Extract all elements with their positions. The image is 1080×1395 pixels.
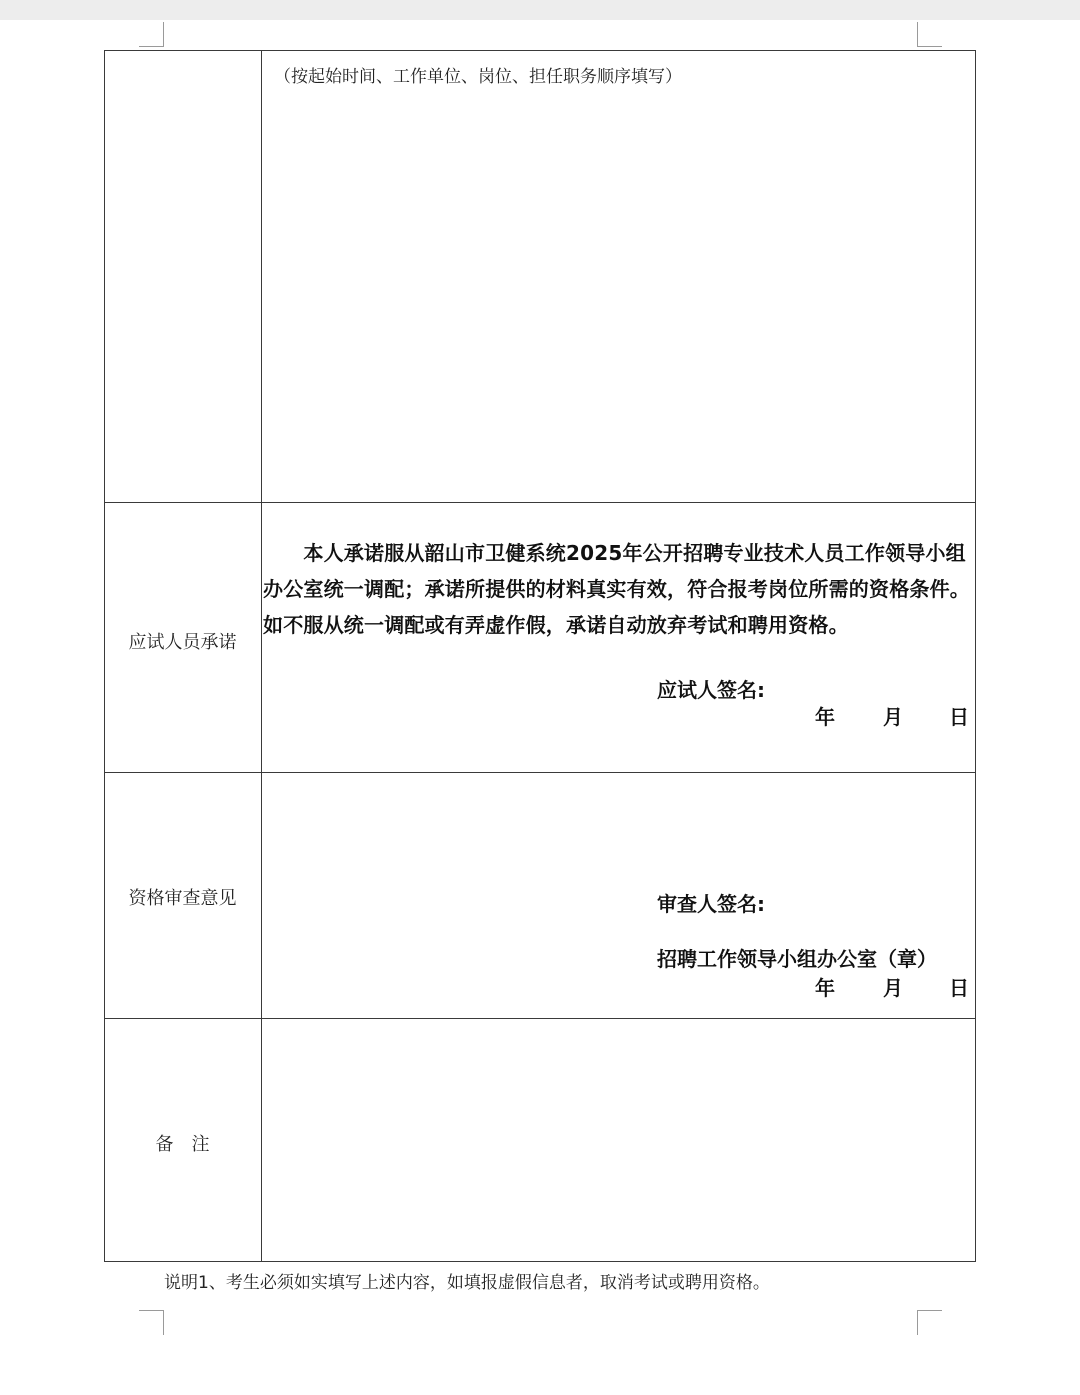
office-seal-label: 招聘工作领导小组办公室（章） bbox=[657, 947, 937, 971]
candidate-signature-label: 应试人签名: bbox=[657, 678, 765, 702]
review-date-year: 年 bbox=[815, 976, 835, 1000]
table-border-right bbox=[975, 50, 976, 1262]
review-date-day: 日 bbox=[949, 976, 969, 1000]
pledge-date-day: 日 bbox=[949, 705, 969, 729]
work-history-hint: （按起始时间、工作单位、岗位、担任职务顺序填写） bbox=[274, 67, 682, 87]
table-row-divider bbox=[104, 1018, 976, 1019]
footer-note: 说明1、考生必须如实填写上述内容，如填报虚假信息者，取消考试或聘用资格。 bbox=[164, 1273, 770, 1293]
table-border-bottom bbox=[104, 1261, 976, 1262]
remarks-row-label: 备 注 bbox=[155, 1134, 210, 1155]
table-column-divider bbox=[261, 50, 262, 1262]
page-corner-mark-bottom-left bbox=[139, 1310, 164, 1335]
table-row-divider bbox=[104, 502, 976, 503]
reviewer-signature-label: 审查人签名: bbox=[657, 892, 765, 916]
page-corner-mark-top-right bbox=[917, 22, 942, 47]
pledge-date-year: 年 bbox=[815, 705, 835, 729]
table-row-divider bbox=[104, 772, 976, 773]
table-border-top bbox=[104, 50, 976, 51]
review-date-month: 月 bbox=[883, 976, 903, 1000]
pledge-text bbox=[263, 535, 975, 643]
table-border-left bbox=[104, 50, 105, 1262]
review-row-label: 资格审查意见 bbox=[128, 888, 237, 909]
pledge-date-month: 月 bbox=[883, 705, 903, 729]
registration-form-table bbox=[104, 50, 976, 1262]
pledge-row-label: 应试人员承诺 bbox=[128, 632, 237, 653]
pledge-paragraph: 本人承诺服从韶山市卫健系统2025年公开招聘专业技术人员工作领导小组办公室统一调配；承诺所提供的材料真实有效，符合报考岗位所需的资格条件。如不服从统一调配或有弄虚作假，承诺自动放弃考试和聘用资格。 bbox=[263, 541, 970, 637]
viewer-top-bar bbox=[0, 0, 1080, 20]
page-corner-mark-top-left bbox=[139, 22, 164, 47]
page-corner-mark-bottom-right bbox=[917, 1310, 942, 1335]
